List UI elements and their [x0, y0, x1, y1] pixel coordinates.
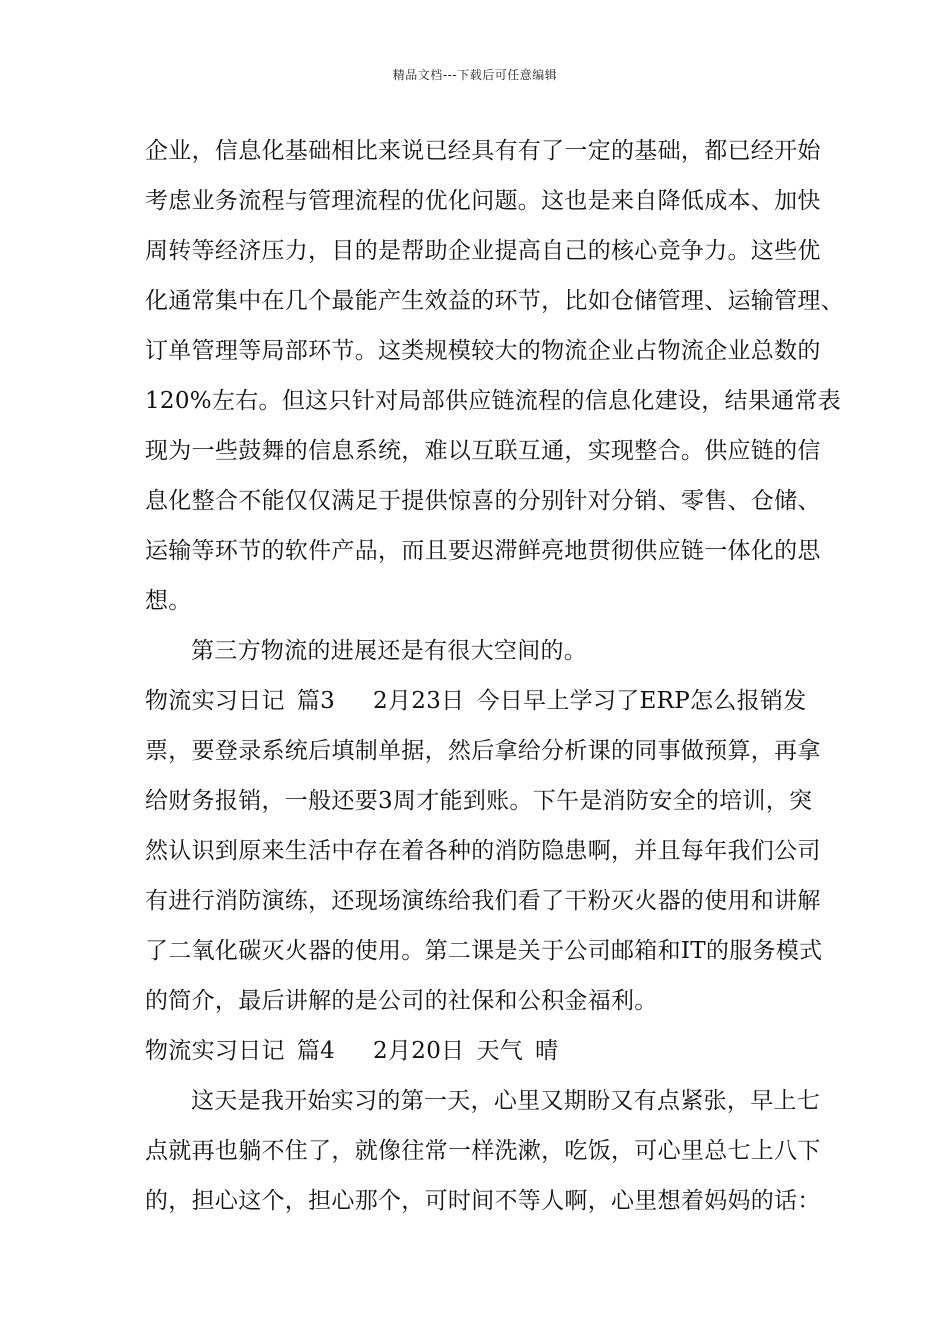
entry-4-weather-label: 天气: [476, 1038, 524, 1064]
paragraph-line: 点就再也躺不住了，就像往常一样洗漱，吃饭，可心里总七上八下: [145, 1138, 821, 1164]
paragraph-line: 运输等环节的软件产品，而且要迟滞鲜亮地贯彻供应链一体化的思: [145, 538, 821, 564]
entry-4-weather: 晴: [535, 1038, 559, 1064]
entry-4-title: 物流实习日记: [145, 1038, 285, 1064]
paragraph-line: 有进行消防演练，还现场演练给我们看了干粉灭火器的使用和讲解: [145, 888, 821, 914]
document-body: [145, 133, 844, 1233]
paragraph-line: 息化整合不能仅仅满足于提供惊喜的分别针对分销、零售、仓储、: [145, 488, 821, 514]
entry-4-part: 篇4: [296, 1038, 336, 1064]
paragraph-line: 了二氧化碳灭火器的使用。第二课是关于公司邮箱和IT的服务模式: [145, 938, 823, 964]
paragraph-line: 想。: [145, 588, 192, 614]
paragraph-line: 给财务报销，一般还要3周才能到账。下午是消防安全的培训，突: [145, 788, 813, 814]
paragraph-line: 的简介，最后讲解的是公司的社保和公积金福利。: [145, 988, 658, 1014]
paragraph-line: 票，要登录系统后填制单据，然后拿给分析课的同事做预算，再拿: [145, 738, 821, 764]
entry-4-heading-line: [145, 1033, 835, 1083]
entry-3-first-line: 今日早上学习了ERP怎么报销发: [476, 688, 807, 714]
paragraph-line: 第三方物流的进展还是有很大空间的。: [191, 638, 588, 664]
paragraph-line: 现为一些鼓舞的信息系统，难以互联互通，实现整合。供应链的信: [145, 438, 821, 464]
paragraph-line: 企业，信息化基础相比来说已经具有有了一定的基础，都已经开始: [145, 138, 821, 164]
entry-4-date: 2月20日: [373, 1038, 465, 1064]
paragraph-line: 然认识到原来生活中存在着各种的消防隐患啊，并且每年我们公司: [145, 838, 821, 864]
paragraph-line: 120%左右。但这只针对局部供应链流程的信息化建设，结果通常表: [145, 388, 842, 414]
paragraph-line: 这天是我开始实习的第一天，心里又期盼又有点紧张，早上七: [191, 1088, 821, 1114]
paragraph-line: 的，担心这个，担心那个，可时间不等人啊，心里想着妈妈的话：: [145, 1188, 821, 1214]
paragraph-line: 化通常集中在几个最能产生效益的环节，比如仓储管理、运输管理、: [145, 288, 844, 314]
entry-3-date: 2月23日: [373, 688, 465, 714]
entry-3-heading-line: [145, 683, 835, 733]
page-header: 精品文档---下载后可任意编辑: [392, 68, 558, 82]
paragraph-line: 周转等经济压力，目的是帮助企业提高自己的核心竞争力。这些优: [145, 238, 821, 264]
entry-3-part: 篇3: [296, 688, 336, 714]
paragraph-line: 订单管理等局部环节。这类规模较大的物流企业占物流企业总数的: [145, 338, 821, 364]
paragraph-line: 考虑业务流程与管理流程的优化问题。这也是来自降低成本、加快: [145, 188, 821, 214]
entry-3-title: 物流实习日记: [145, 688, 285, 714]
